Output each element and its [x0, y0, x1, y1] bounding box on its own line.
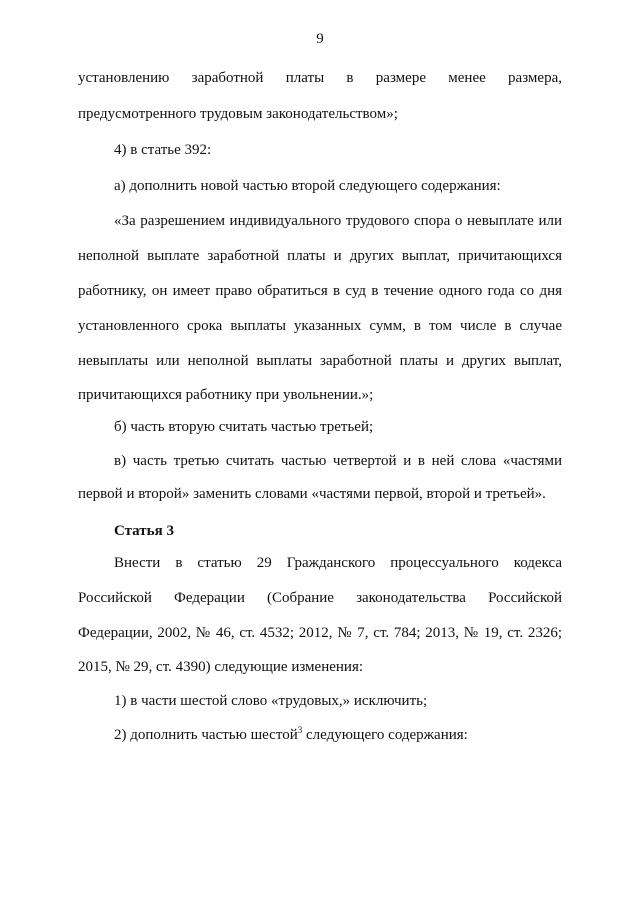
text-line: «За разрешением индивидуального трудового спора о невыплате или — [114, 213, 562, 229]
text-fragment: 2) дополнить частью шестой — [114, 727, 298, 743]
text-line: неполной выплате заработной платы и других выплат, причитающихся — [78, 248, 562, 264]
list-item: в) часть третью считать частью четвертой и в ней слова «частями — [114, 453, 562, 469]
superscript: 3 — [297, 725, 303, 735]
list-item: 4) в статье 392: — [114, 142, 212, 158]
page-number: 9 — [316, 31, 324, 47]
text-line: невыплаты или неполной выплаты заработной платы и других выплат, — [78, 353, 562, 369]
text-line: 2015, № 29, ст. 4390) следующие изменения: — [78, 659, 364, 675]
article-heading: Статья 3 — [114, 523, 174, 539]
text-line: Внести в статью 29 Гражданского процессуального кодекса — [114, 555, 562, 571]
text-line: первой и второй» заменить словами «частями первой, второй и третьей». — [78, 486, 546, 502]
text-line: установленного срока выплаты указанных сумм, в том числе в случае — [78, 318, 562, 334]
list-item: а) дополнить новой частью второй следующего содержания: — [114, 178, 501, 194]
text-fragment: следующего содержания: — [302, 727, 468, 743]
text-line: предусмотренного трудовым законодательством»; — [78, 106, 398, 122]
list-item: 1) в части шестой слово «трудовых,» исключить; — [114, 693, 428, 709]
text-line: установлению заработной платы в размере менее размера, — [78, 70, 562, 86]
list-item — [114, 725, 562, 745]
list-item: б) часть вторую считать частью третьей; — [114, 419, 374, 435]
text-line: Российской Федерации (Собрание законодательства Российской — [78, 590, 562, 606]
text-line: работнику, он имеет право обратиться в суд в течение одного года со дня — [78, 283, 562, 299]
text-line: причитающихся работнику при увольнении.»; — [78, 387, 374, 403]
text-line: Федерации, 2002, № 46, ст. 4532; 2012, № 7, ст. 784; 2013, № 19, ст. 2326; — [78, 625, 562, 641]
